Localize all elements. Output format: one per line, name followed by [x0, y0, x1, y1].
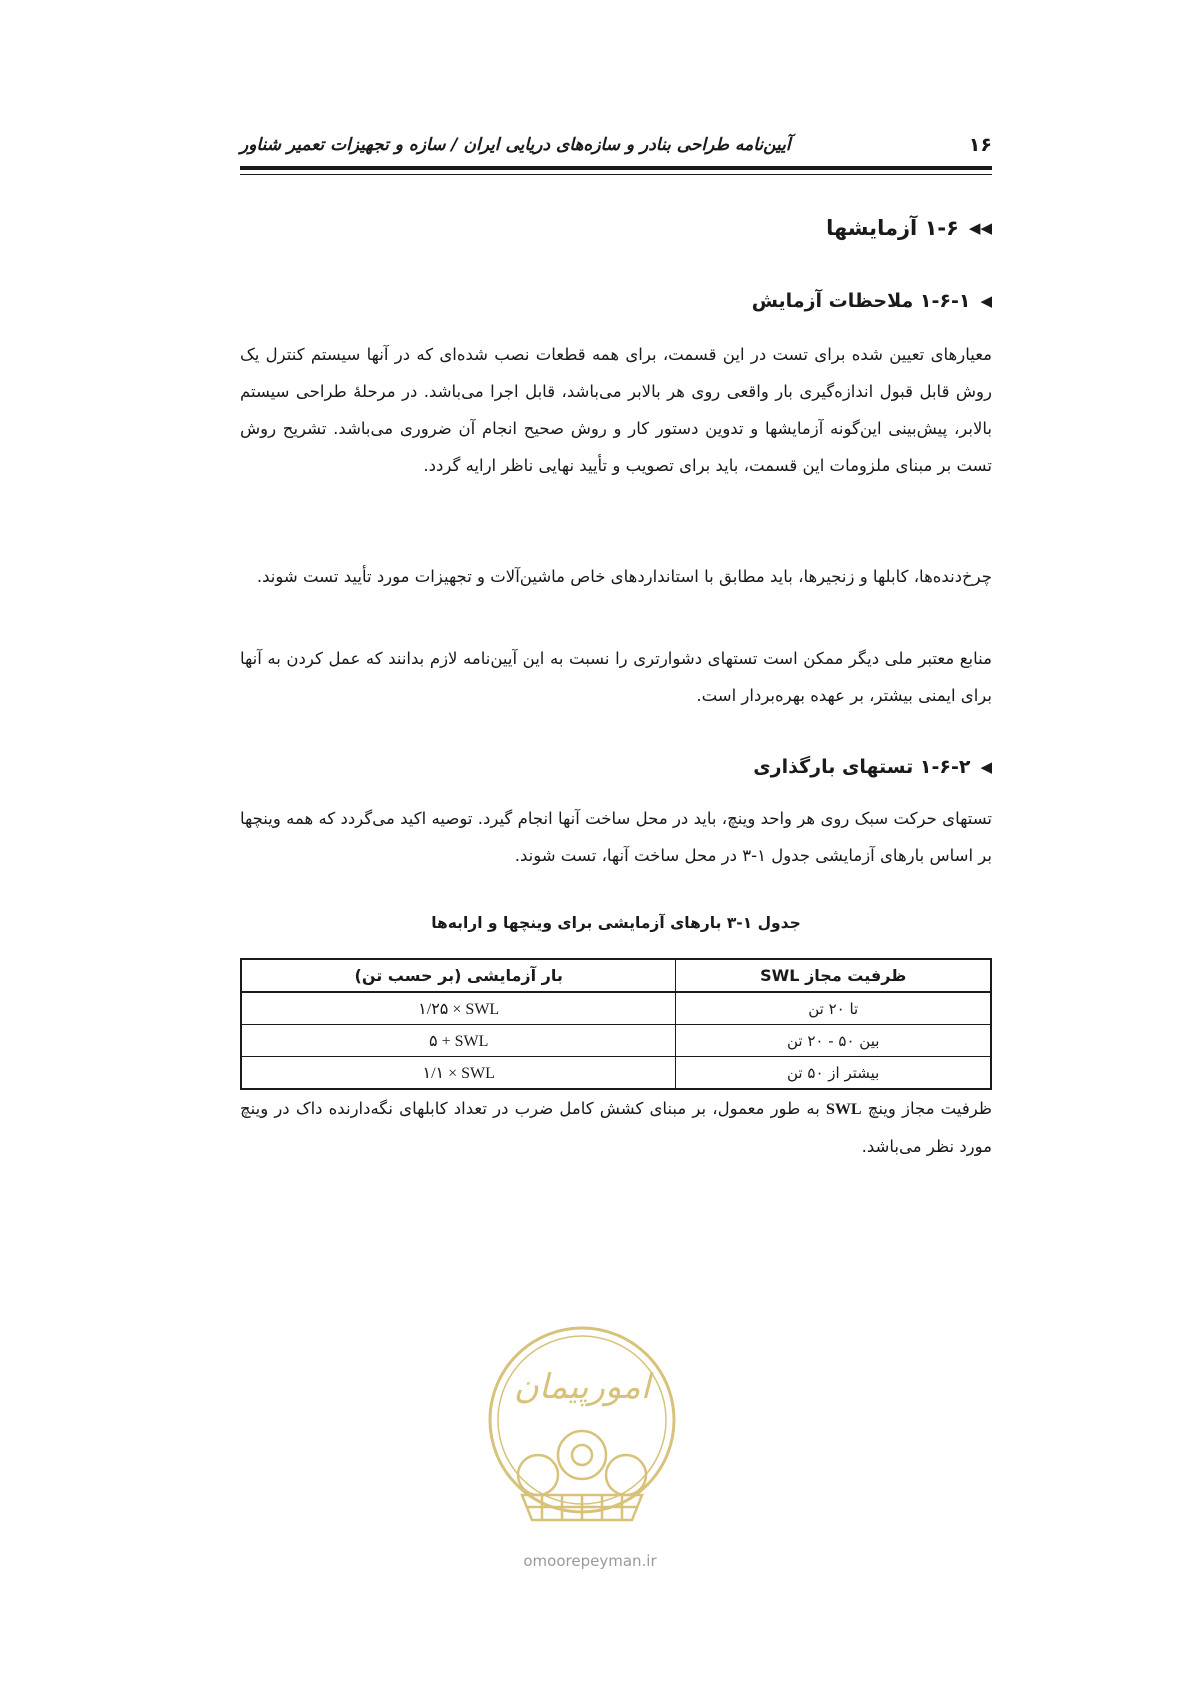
subsection-heading-1: [752, 290, 992, 312]
table-cell-test-load: ۱/۲۵ × SWL: [241, 992, 676, 1025]
table-header-row: [241, 959, 991, 992]
table-row: [241, 992, 991, 1025]
running-title: آیین‌نامه طراحی بنادر و سازه‌های دریایی ایران / سازه و تجهیزات تعمیر شناور: [240, 135, 791, 155]
table-cell-test-load: ۱/۱ × SWL: [241, 1057, 676, 1090]
watermark-logo-text: امورپیمان: [513, 1367, 651, 1407]
closing-text-after: به طور معمول، بر مبنای کشش کامل ضرب در تعداد کابلهای نگه‌دارنده داک در وینچ مورد نظر می‌باشد.: [240, 1099, 992, 1156]
test-loads-table: [240, 958, 992, 1090]
paragraph-test-criteria: معیارهای تعیین شده برای تست در این قسمت، برای همه قطعات نصب شده‌ای که در آنها سیستم کنترل یک روش قابل قبول اندازه‌گیری بار واقعی روی هر بالابر می‌باشد، قابل اجرا می‌باشد. در مرحلهٔ طراحی سیستم بالابر، پیش‌بینی این‌گونه آزمایشها و تدوین دستور کار و روش صحیح انجام آن ضروری می‌باشد. تشریح روش تست بر مبنای ملزومات این قسمت، باید برای تصویب و تأیید نهایی ناظر ارایه گردد.: [240, 345, 992, 475]
omoorepeyman-watermark-logo: [482, 1320, 682, 1560]
paragraph-gears-cables: چرخ‌دنده‌ها، کابلها و زنجیرها، باید مطابق با استانداردهای خاص ماشین‌آلات و تجهیزات مورد تأیید تست شوند.: [256, 567, 992, 586]
running-header: [240, 128, 992, 162]
table-header-test-load: بار آزمایشی (بر حسب تن): [241, 959, 676, 992]
table-caption: جدول ۱-۳ بارهای آزمایشی برای وینچها و ارابه‌ها: [431, 914, 801, 932]
table-row: [241, 1025, 991, 1057]
paragraph-national-sources: منابع معتبر ملی دیگر ممکن است تستهای دشوارتری را نسبت به این آیین‌نامه لازم بدانند که عمل کردن به آنها برای ایمنی بیشتر، بر عهده بهره‌بردار است.: [240, 649, 992, 705]
section-title: ۱-۶ آزمایشها: [826, 216, 959, 240]
watermark-caption: omoorepeyman.ir: [523, 1552, 657, 1570]
arrow-icon: ◀: [980, 292, 992, 310]
table-cell-capacity: بین ۵۰ - ۲۰ تن: [676, 1025, 991, 1057]
paragraph-load-tests: تستهای حرکت سبک روی هر واحد وینچ، باید در محل ساخت آنها انجام گیرد. توصیه اکید می‌گردد که همه وینچها بر اساس بارهای آزمایشی جدول ۱-۳ در محل ساخت آنها، تست شوند.: [240, 809, 992, 865]
header-rule-thick: [240, 166, 992, 170]
table-cell-test-load: ۵ + SWL: [241, 1025, 676, 1057]
table-row: [241, 1057, 991, 1090]
closing-text-before: ظرفیت مجاز وینچ: [867, 1099, 992, 1118]
swl-term: SWL: [825, 1101, 862, 1118]
double-arrow-icon: ◀◀: [968, 219, 992, 237]
table-cell-capacity: بیشتر از ۵۰ تن: [676, 1057, 991, 1090]
header-rule-thin: [240, 174, 992, 175]
section-heading: [826, 216, 992, 240]
paragraph-swl-definition: [240, 1090, 992, 1165]
subsection-heading-2: [753, 756, 992, 778]
arrow-icon: ◀: [980, 758, 992, 776]
subsection-title-1: ۱-۶-۱ ملاحظات آزمایش: [751, 290, 971, 312]
table-header-capacity: ظرفیت مجاز SWL: [676, 959, 991, 992]
page-number: ۱۶: [968, 134, 992, 156]
subsection-title-2: ۱-۶-۲ تستهای بارگذاری: [753, 756, 971, 778]
table-cell-capacity: تا ۲۰ تن: [676, 992, 991, 1025]
